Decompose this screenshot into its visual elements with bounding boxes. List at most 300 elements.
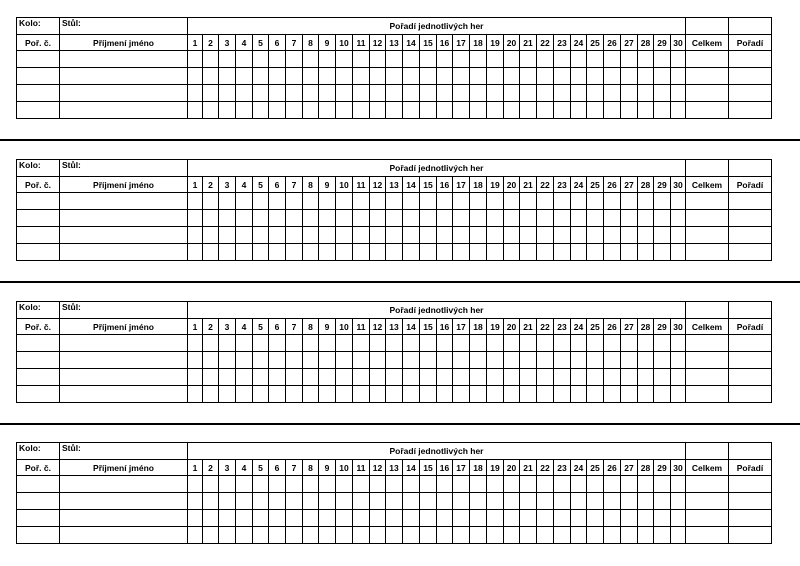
- game-cell: [654, 210, 671, 227]
- game-cell: [638, 476, 654, 493]
- game-cell: [554, 369, 571, 386]
- por-cell: [17, 493, 60, 510]
- game-cell: [453, 476, 470, 493]
- game-cell: [336, 352, 353, 369]
- game-cell: [403, 510, 420, 527]
- game-cell: [203, 244, 219, 261]
- games-title: Pořadí jednotlivých her: [188, 18, 686, 35]
- game-cell: [604, 493, 621, 510]
- game-cell: [336, 244, 353, 261]
- game-cell: [353, 227, 370, 244]
- game-header: 22: [537, 35, 554, 51]
- por-header: Poř. č.: [17, 35, 60, 51]
- game-cell: [203, 102, 219, 119]
- game-cell: [420, 102, 437, 119]
- game-cell: [621, 476, 638, 493]
- game-cell: [403, 527, 420, 544]
- game-cell: [621, 210, 638, 227]
- game-cell: [487, 369, 504, 386]
- game-cell: [504, 386, 520, 403]
- game-cell: [303, 193, 319, 210]
- game-cell: [520, 85, 537, 102]
- game-header: 25: [587, 319, 604, 335]
- game-cell: [386, 369, 403, 386]
- game-header: 14: [403, 177, 420, 193]
- game-cell: [203, 386, 219, 403]
- game-cell: [470, 527, 487, 544]
- game-cell: [504, 510, 520, 527]
- game-cell: [638, 68, 654, 85]
- game-cell: [587, 227, 604, 244]
- total-cell: [686, 493, 729, 510]
- game-cell: [353, 68, 370, 85]
- game-cell: [487, 85, 504, 102]
- game-cell: [453, 369, 470, 386]
- game-header: 12: [370, 177, 386, 193]
- game-cell: [236, 193, 253, 210]
- game-cell: [386, 51, 403, 68]
- game-header: 3: [219, 177, 236, 193]
- game-cell: [286, 102, 303, 119]
- game-cell: [638, 244, 654, 261]
- game-header: 27: [621, 177, 638, 193]
- game-header: 10: [336, 177, 353, 193]
- name-cell: [60, 244, 188, 261]
- game-cell: [671, 369, 686, 386]
- game-header: 18: [470, 319, 487, 335]
- rank-header: Pořadí: [729, 460, 772, 476]
- game-cell: [537, 210, 554, 227]
- game-cell: [188, 369, 203, 386]
- game-cell: [621, 244, 638, 261]
- game-cell: [587, 244, 604, 261]
- game-header: 15: [420, 35, 437, 51]
- game-cell: [188, 352, 203, 369]
- game-cell: [386, 352, 403, 369]
- game-cell: [370, 369, 386, 386]
- game-header: 23: [554, 35, 571, 51]
- name-cell: [60, 527, 188, 544]
- game-cell: [219, 369, 236, 386]
- game-cell: [303, 68, 319, 85]
- por-cell: [17, 476, 60, 493]
- game-cell: [319, 493, 336, 510]
- game-header: 4: [236, 35, 253, 51]
- game-cell: [671, 527, 686, 544]
- game-cell: [604, 510, 621, 527]
- game-header: 5: [253, 177, 269, 193]
- game-cell: [437, 386, 453, 403]
- por-cell: [17, 102, 60, 119]
- game-cell: [638, 527, 654, 544]
- game-header: 17: [453, 35, 470, 51]
- game-cell: [303, 352, 319, 369]
- game-cell: [587, 510, 604, 527]
- rank-cell: [729, 510, 772, 527]
- game-cell: [253, 476, 269, 493]
- kolo-label: Kolo:: [17, 160, 60, 177]
- game-cell: [571, 493, 587, 510]
- game-cell: [604, 193, 621, 210]
- game-cell: [470, 193, 487, 210]
- game-cell: [236, 51, 253, 68]
- score-table: [16, 159, 772, 261]
- game-cell: [219, 493, 236, 510]
- game-header: 21: [520, 319, 537, 335]
- game-cell: [403, 85, 420, 102]
- total-header-top: [686, 18, 729, 35]
- game-cell: [370, 85, 386, 102]
- game-cell: [203, 68, 219, 85]
- game-cell: [286, 51, 303, 68]
- game-header: 14: [403, 319, 420, 335]
- game-header: 6: [269, 35, 286, 51]
- game-cell: [453, 335, 470, 352]
- game-cell: [236, 68, 253, 85]
- game-header: 3: [219, 460, 236, 476]
- game-cell: [219, 102, 236, 119]
- game-cell: [219, 527, 236, 544]
- game-cell: [319, 244, 336, 261]
- game-cell: [336, 510, 353, 527]
- game-cell: [286, 352, 303, 369]
- game-cell: [453, 227, 470, 244]
- game-cell: [336, 68, 353, 85]
- game-cell: [253, 493, 269, 510]
- game-header: 12: [370, 35, 386, 51]
- game-cell: [353, 335, 370, 352]
- game-cell: [437, 51, 453, 68]
- game-cell: [571, 476, 587, 493]
- game-cell: [487, 51, 504, 68]
- game-cell: [219, 193, 236, 210]
- game-cell: [470, 493, 487, 510]
- name-header: Příjmení jméno: [60, 177, 188, 193]
- game-header: 7: [286, 460, 303, 476]
- game-cell: [236, 102, 253, 119]
- game-cell: [319, 85, 336, 102]
- game-cell: [571, 369, 587, 386]
- game-cell: [520, 352, 537, 369]
- game-cell: [370, 244, 386, 261]
- game-cell: [319, 210, 336, 227]
- game-cell: [604, 227, 621, 244]
- game-cell: [269, 510, 286, 527]
- game-cell: [420, 227, 437, 244]
- game-cell: [203, 335, 219, 352]
- game-cell: [286, 244, 303, 261]
- game-cell: [487, 102, 504, 119]
- table-row: [17, 510, 772, 527]
- game-cell: [470, 210, 487, 227]
- game-cell: [638, 369, 654, 386]
- game-header: 19: [487, 35, 504, 51]
- game-cell: [219, 476, 236, 493]
- game-cell: [336, 369, 353, 386]
- game-cell: [420, 244, 437, 261]
- game-cell: [219, 51, 236, 68]
- game-header: 16: [437, 35, 453, 51]
- game-cell: [587, 386, 604, 403]
- game-cell: [319, 352, 336, 369]
- por-cell: [17, 352, 60, 369]
- game-cell: [554, 335, 571, 352]
- game-cell: [336, 210, 353, 227]
- game-cell: [587, 352, 604, 369]
- game-cell: [203, 227, 219, 244]
- game-header: 21: [520, 177, 537, 193]
- total-cell: [686, 210, 729, 227]
- game-cell: [554, 102, 571, 119]
- score-table: [16, 301, 772, 403]
- game-cell: [319, 476, 336, 493]
- game-header: 28: [638, 319, 654, 335]
- game-cell: [437, 527, 453, 544]
- game-header: 29: [654, 460, 671, 476]
- rank-cell: [729, 210, 772, 227]
- game-header: 1: [188, 319, 203, 335]
- game-cell: [303, 335, 319, 352]
- game-cell: [269, 102, 286, 119]
- game-cell: [504, 476, 520, 493]
- game-header: 2: [203, 319, 219, 335]
- game-header: 8: [303, 460, 319, 476]
- game-cell: [188, 510, 203, 527]
- game-header: 19: [487, 319, 504, 335]
- table-row: [17, 102, 772, 119]
- game-cell: [353, 493, 370, 510]
- game-cell: [537, 527, 554, 544]
- game-cell: [470, 68, 487, 85]
- game-cell: [554, 193, 571, 210]
- game-cell: [587, 68, 604, 85]
- game-cell: [504, 244, 520, 261]
- game-cell: [403, 51, 420, 68]
- game-cell: [319, 510, 336, 527]
- game-cell: [269, 527, 286, 544]
- game-cell: [437, 85, 453, 102]
- game-cell: [236, 386, 253, 403]
- game-cell: [253, 527, 269, 544]
- game-cell: [336, 85, 353, 102]
- game-cell: [587, 493, 604, 510]
- game-cell: [470, 244, 487, 261]
- game-cell: [604, 51, 621, 68]
- game-cell: [269, 493, 286, 510]
- game-cell: [286, 227, 303, 244]
- game-cell: [537, 369, 554, 386]
- rank-cell: [729, 85, 772, 102]
- game-header: 12: [370, 460, 386, 476]
- game-cell: [520, 102, 537, 119]
- game-header: 27: [621, 319, 638, 335]
- game-cell: [604, 527, 621, 544]
- game-cell: [654, 244, 671, 261]
- rank-cell: [729, 493, 772, 510]
- rank-cell: [729, 51, 772, 68]
- table-row: [17, 493, 772, 510]
- game-cell: [453, 352, 470, 369]
- game-header: 22: [537, 177, 554, 193]
- game-header: 17: [453, 319, 470, 335]
- game-cell: [537, 493, 554, 510]
- game-cell: [453, 193, 470, 210]
- game-header: 27: [621, 35, 638, 51]
- games-title: Pořadí jednotlivých her: [188, 443, 686, 460]
- game-cell: [253, 210, 269, 227]
- game-cell: [253, 386, 269, 403]
- game-cell: [403, 369, 420, 386]
- game-header: 1: [188, 35, 203, 51]
- game-header: 7: [286, 319, 303, 335]
- game-cell: [420, 510, 437, 527]
- game-cell: [353, 369, 370, 386]
- total-cell: [686, 386, 729, 403]
- game-cell: [487, 210, 504, 227]
- game-cell: [353, 527, 370, 544]
- game-cell: [554, 85, 571, 102]
- total-cell: [686, 68, 729, 85]
- game-cell: [219, 227, 236, 244]
- game-cell: [453, 493, 470, 510]
- por-cell: [17, 386, 60, 403]
- game-cell: [370, 510, 386, 527]
- game-cell: [487, 335, 504, 352]
- rank-cell: [729, 193, 772, 210]
- game-cell: [319, 193, 336, 210]
- game-cell: [654, 369, 671, 386]
- game-header: 3: [219, 35, 236, 51]
- game-cell: [203, 85, 219, 102]
- game-header: 30: [671, 177, 686, 193]
- game-header: 22: [537, 319, 554, 335]
- game-header: 13: [386, 35, 403, 51]
- game-cell: [671, 386, 686, 403]
- game-header: 30: [671, 460, 686, 476]
- game-cell: [520, 510, 537, 527]
- game-cell: [504, 527, 520, 544]
- game-cell: [303, 227, 319, 244]
- table-row: [17, 51, 772, 68]
- game-cell: [470, 51, 487, 68]
- game-header: 8: [303, 177, 319, 193]
- game-header: 25: [587, 460, 604, 476]
- game-cell: [571, 386, 587, 403]
- game-cell: [236, 369, 253, 386]
- game-cell: [537, 476, 554, 493]
- game-cell: [604, 244, 621, 261]
- game-cell: [671, 493, 686, 510]
- game-cell: [470, 102, 487, 119]
- game-header: 26: [604, 35, 621, 51]
- stul-label: Stůl:: [60, 302, 188, 319]
- game-header: 25: [587, 35, 604, 51]
- game-cell: [269, 85, 286, 102]
- name-cell: [60, 51, 188, 68]
- game-cell: [236, 244, 253, 261]
- game-cell: [654, 51, 671, 68]
- game-cell: [286, 193, 303, 210]
- game-cell: [319, 369, 336, 386]
- game-cell: [654, 102, 671, 119]
- game-cell: [537, 85, 554, 102]
- score-sheet: [0, 284, 800, 425]
- game-cell: [403, 335, 420, 352]
- game-cell: [571, 51, 587, 68]
- game-cell: [638, 193, 654, 210]
- game-header: 11: [353, 319, 370, 335]
- game-cell: [654, 476, 671, 493]
- total-header: Celkem: [686, 177, 729, 193]
- game-cell: [219, 85, 236, 102]
- game-cell: [286, 335, 303, 352]
- game-cell: [587, 193, 604, 210]
- game-cell: [671, 244, 686, 261]
- game-cell: [520, 68, 537, 85]
- game-cell: [269, 476, 286, 493]
- game-cell: [504, 493, 520, 510]
- game-cell: [604, 102, 621, 119]
- game-cell: [236, 493, 253, 510]
- game-cell: [420, 476, 437, 493]
- game-cell: [554, 244, 571, 261]
- game-cell: [188, 335, 203, 352]
- game-cell: [520, 476, 537, 493]
- game-cell: [236, 476, 253, 493]
- game-cell: [671, 68, 686, 85]
- game-cell: [403, 386, 420, 403]
- game-cell: [437, 476, 453, 493]
- name-header: Příjmení jméno: [60, 35, 188, 51]
- game-cell: [604, 476, 621, 493]
- game-cell: [319, 527, 336, 544]
- game-cell: [554, 386, 571, 403]
- por-cell: [17, 227, 60, 244]
- game-header: 23: [554, 460, 571, 476]
- game-cell: [386, 527, 403, 544]
- name-cell: [60, 476, 188, 493]
- game-cell: [437, 369, 453, 386]
- game-cell: [303, 510, 319, 527]
- game-cell: [537, 386, 554, 403]
- rank-header-top: [729, 443, 772, 460]
- game-cell: [353, 85, 370, 102]
- game-cell: [571, 102, 587, 119]
- score-sheet: [0, 142, 800, 283]
- game-cell: [286, 510, 303, 527]
- game-cell: [470, 510, 487, 527]
- game-cell: [353, 476, 370, 493]
- game-cell: [537, 68, 554, 85]
- game-cell: [638, 85, 654, 102]
- game-cell: [504, 335, 520, 352]
- game-cell: [236, 352, 253, 369]
- game-cell: [370, 193, 386, 210]
- game-cell: [671, 335, 686, 352]
- game-header: 8: [303, 319, 319, 335]
- game-cell: [386, 476, 403, 493]
- game-cell: [370, 352, 386, 369]
- game-cell: [437, 102, 453, 119]
- game-cell: [604, 85, 621, 102]
- game-cell: [587, 335, 604, 352]
- game-cell: [253, 227, 269, 244]
- game-cell: [671, 476, 686, 493]
- game-cell: [453, 68, 470, 85]
- game-cell: [604, 335, 621, 352]
- game-cell: [319, 335, 336, 352]
- table-row: [17, 227, 772, 244]
